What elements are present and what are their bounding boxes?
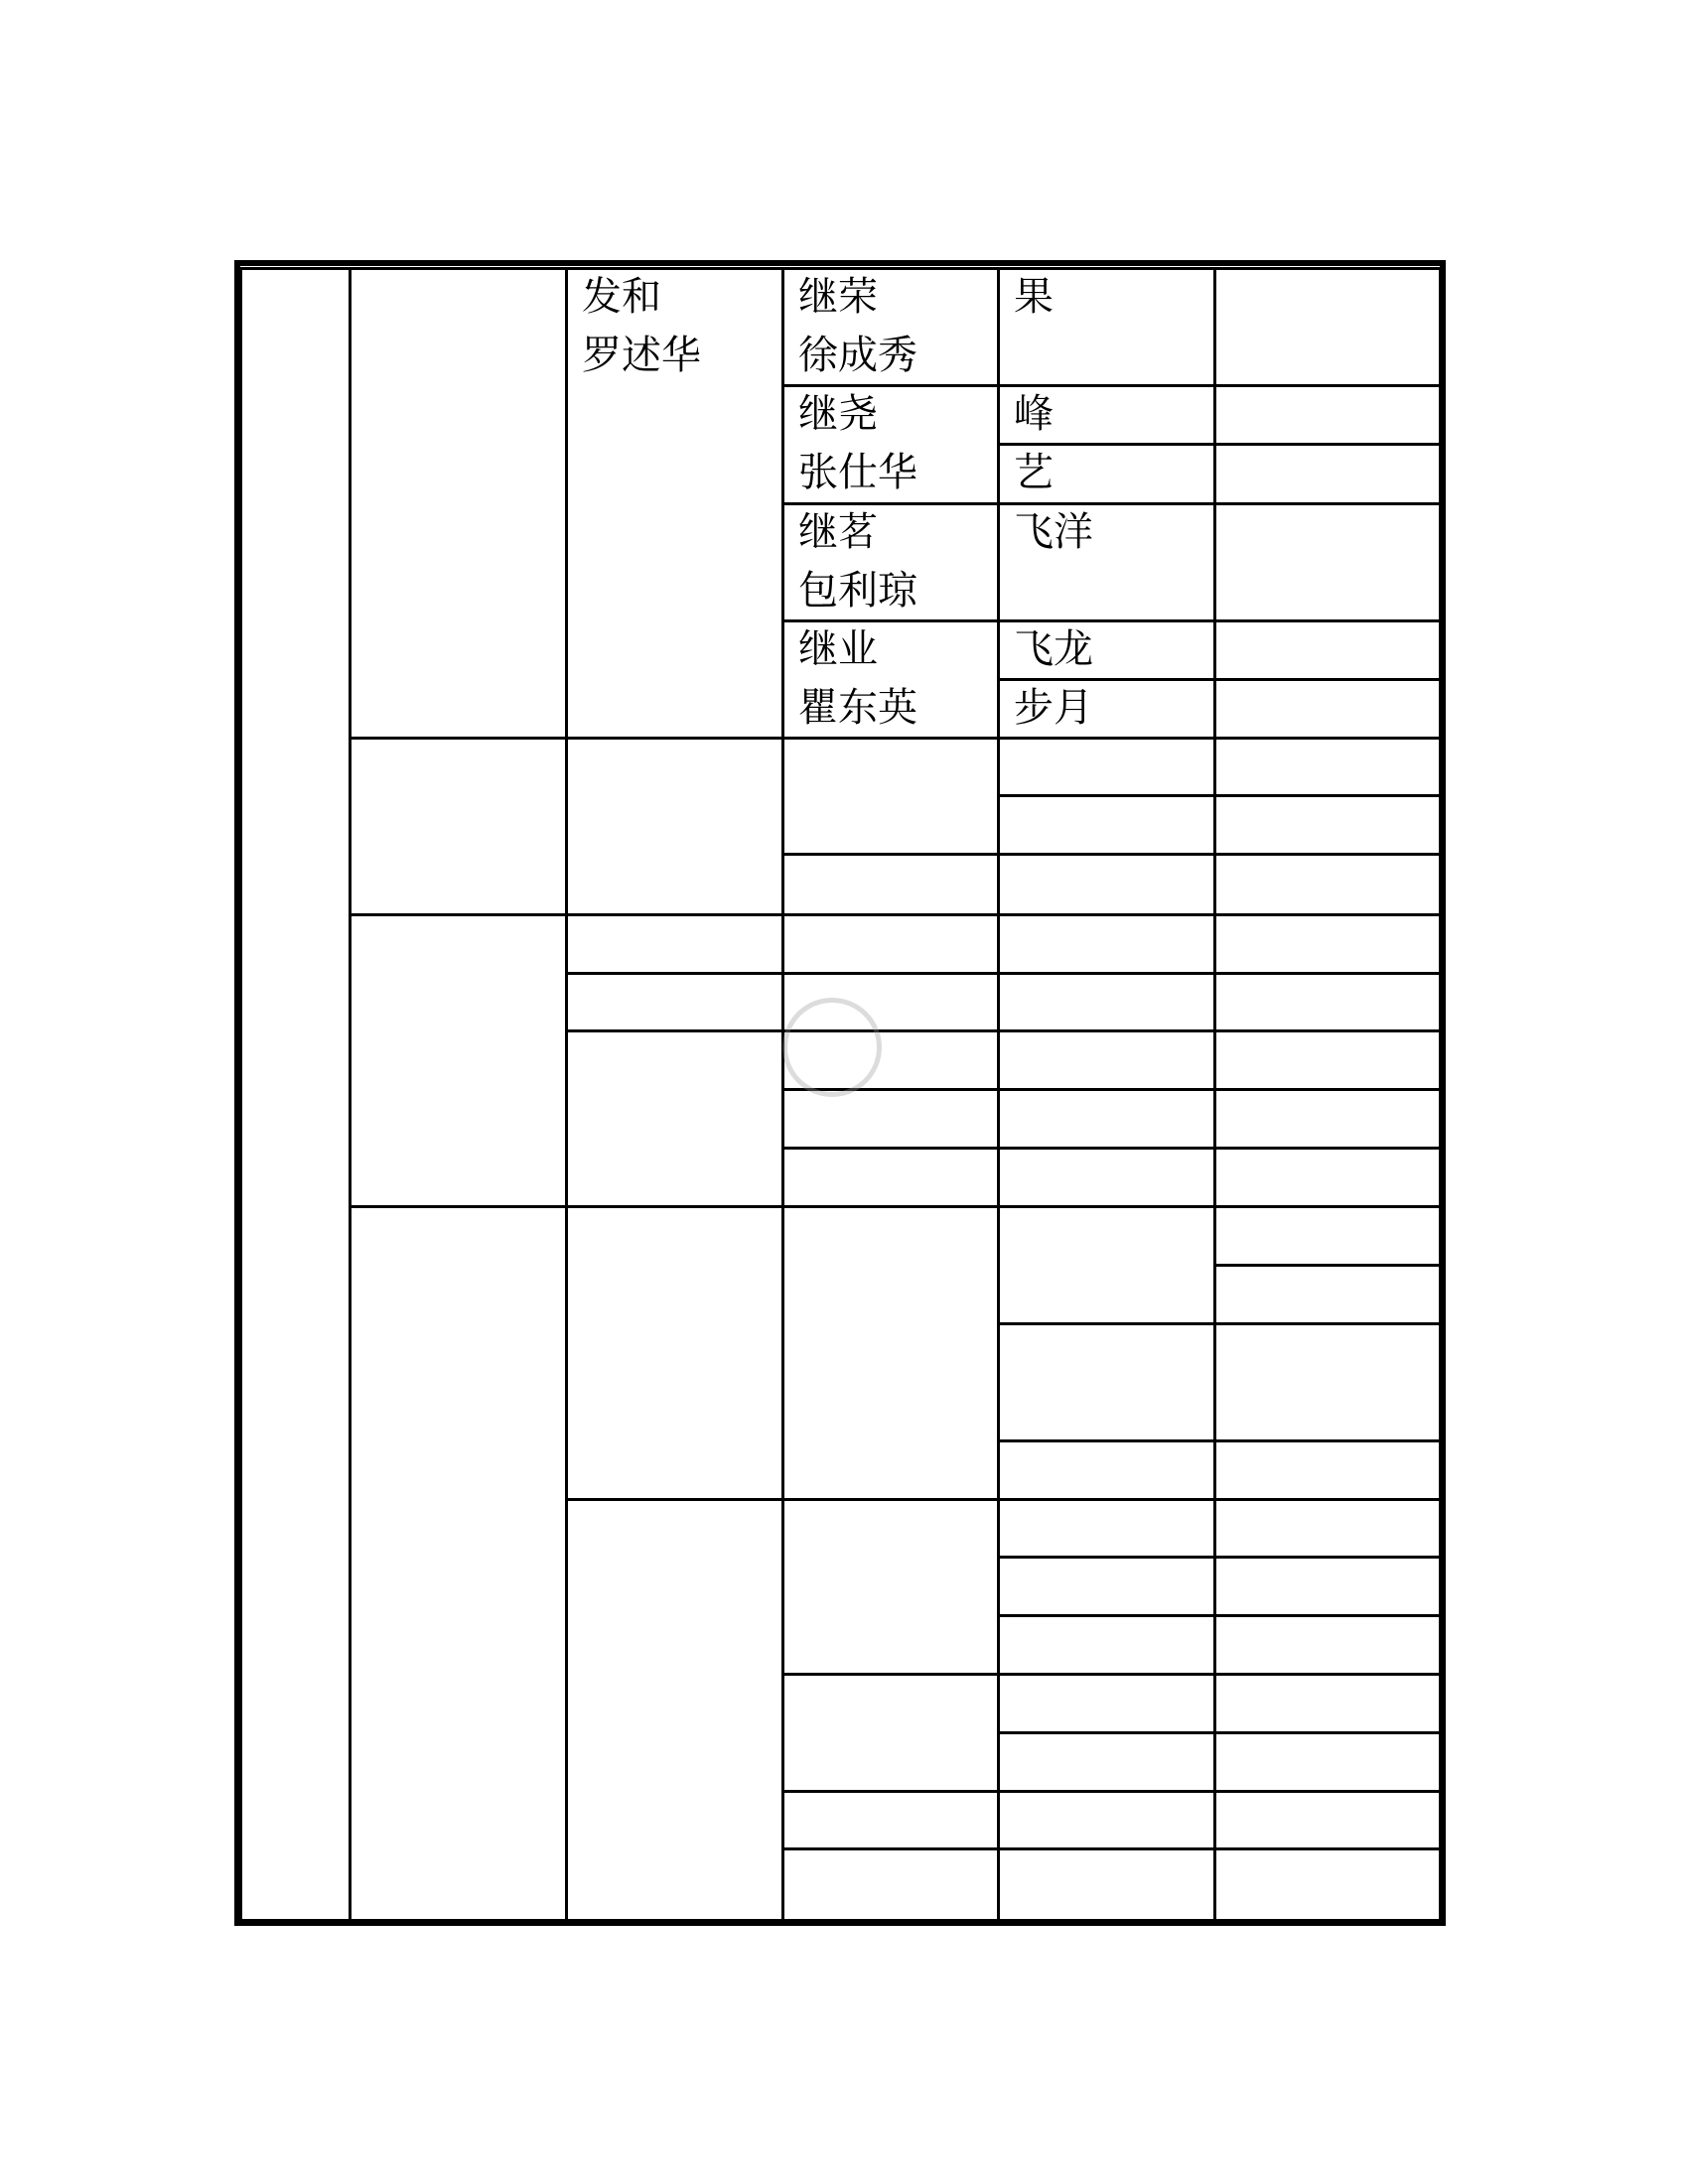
entry-name: 峰 — [1014, 391, 1054, 437]
row-divider — [998, 1919, 1216, 1922]
row-divider — [566, 1029, 784, 1032]
row-divider — [998, 1147, 1216, 1150]
row-divider — [998, 1673, 1216, 1676]
column-divider — [349, 268, 352, 1920]
row-divider — [782, 1205, 1000, 1208]
row-divider — [350, 737, 568, 740]
row-divider — [998, 1498, 1216, 1501]
row-divider — [782, 1498, 1000, 1501]
genealogy-entry — [798, 268, 917, 385]
row-divider — [1214, 1673, 1442, 1676]
row-divider — [998, 1439, 1216, 1442]
row-divider — [1214, 794, 1442, 797]
row-divider — [350, 1205, 568, 1208]
row-divider — [1214, 972, 1442, 975]
column-divider — [781, 268, 784, 1920]
row-divider — [782, 1029, 1000, 1032]
row-divider — [998, 853, 1216, 856]
row-divider — [998, 1029, 1216, 1032]
row-divider — [1214, 1790, 1442, 1793]
row-divider — [782, 1088, 1000, 1091]
row-divider — [782, 972, 1000, 975]
row-divider — [1214, 1731, 1442, 1734]
genealogy-entry — [1014, 268, 1054, 327]
row-divider — [1214, 913, 1442, 916]
genealogy-entry — [582, 268, 701, 385]
row-divider — [998, 1614, 1216, 1617]
entry-name: 飞龙 — [1014, 626, 1093, 672]
entry-name: 继尧 — [798, 391, 878, 437]
row-divider — [1214, 1556, 1442, 1559]
row-divider — [998, 1847, 1216, 1850]
genealogy-entry — [1014, 620, 1093, 679]
column-divider — [239, 268, 242, 1920]
row-divider — [1214, 1029, 1442, 1032]
column-divider — [565, 268, 568, 1920]
row-divider — [1214, 502, 1442, 505]
row-divider — [1214, 443, 1442, 446]
row-divider — [1214, 1439, 1442, 1442]
row-divider — [998, 1205, 1216, 1208]
row-divider — [998, 794, 1216, 797]
row-divider — [566, 737, 784, 740]
entry-name: 罗述华 — [582, 333, 701, 378]
row-divider — [998, 972, 1216, 975]
row-divider — [998, 1088, 1216, 1091]
row-divider — [782, 853, 1000, 856]
genealogy-entry — [1014, 503, 1093, 562]
row-divider — [1214, 1614, 1442, 1617]
entry-name: 张仕华 — [798, 450, 917, 495]
row-divider — [1214, 619, 1442, 622]
row-divider — [1214, 737, 1442, 740]
row-divider — [1214, 678, 1442, 681]
genealogy-entry — [798, 385, 917, 502]
row-divider — [782, 1790, 1000, 1793]
row-divider — [782, 1919, 1000, 1922]
row-divider — [998, 1556, 1216, 1559]
row-divider — [350, 913, 568, 916]
column-divider — [1439, 268, 1442, 1920]
entry-name: 步月 — [1014, 685, 1093, 731]
entry-name: 继业 — [798, 626, 878, 672]
entry-name: 继茗 — [798, 509, 878, 555]
row-divider — [998, 913, 1216, 916]
row-divider — [782, 1147, 1000, 1150]
row-divider — [782, 1847, 1000, 1850]
row-divider — [1214, 1847, 1442, 1850]
genealogy-entry — [1014, 444, 1055, 507]
row-divider — [1214, 853, 1442, 856]
row-divider — [1214, 1919, 1442, 1922]
row-divider — [1214, 1264, 1442, 1267]
entry-name: 瞿东英 — [798, 685, 917, 731]
entry-name: 继荣 — [798, 274, 878, 320]
row-divider — [998, 1322, 1216, 1325]
row-divider — [1214, 1322, 1442, 1325]
entry-name: 艺 — [1014, 450, 1054, 495]
row-divider — [566, 1205, 784, 1208]
row-divider — [566, 972, 784, 975]
row-divider — [240, 1919, 352, 1922]
row-divider — [1214, 267, 1442, 270]
entry-name: 发和 — [582, 274, 661, 320]
entry-name: 包利琼 — [798, 568, 917, 614]
genealogy-entry — [1014, 385, 1054, 444]
row-divider — [1214, 1498, 1442, 1501]
row-divider — [350, 267, 568, 270]
genealogy-entry — [798, 620, 917, 738]
genealogy-entry — [798, 503, 917, 620]
row-divider — [1214, 1205, 1442, 1208]
row-divider — [1214, 1147, 1442, 1150]
row-divider — [998, 1731, 1216, 1734]
row-divider — [782, 1673, 1000, 1676]
row-divider — [1214, 384, 1442, 387]
row-divider — [566, 913, 784, 916]
entry-name: 飞洋 — [1014, 509, 1093, 555]
row-divider — [566, 1919, 784, 1922]
entry-name: 果 — [1014, 274, 1054, 320]
genealogy-entry — [1014, 679, 1095, 743]
column-divider — [997, 268, 1000, 1920]
row-divider — [240, 267, 352, 270]
row-divider — [566, 1498, 784, 1501]
column-divider — [1213, 268, 1216, 1920]
row-divider — [1214, 1088, 1442, 1091]
row-divider — [350, 1919, 568, 1922]
entry-name: 徐成秀 — [798, 333, 917, 378]
row-divider — [998, 1790, 1216, 1793]
row-divider — [782, 913, 1000, 916]
